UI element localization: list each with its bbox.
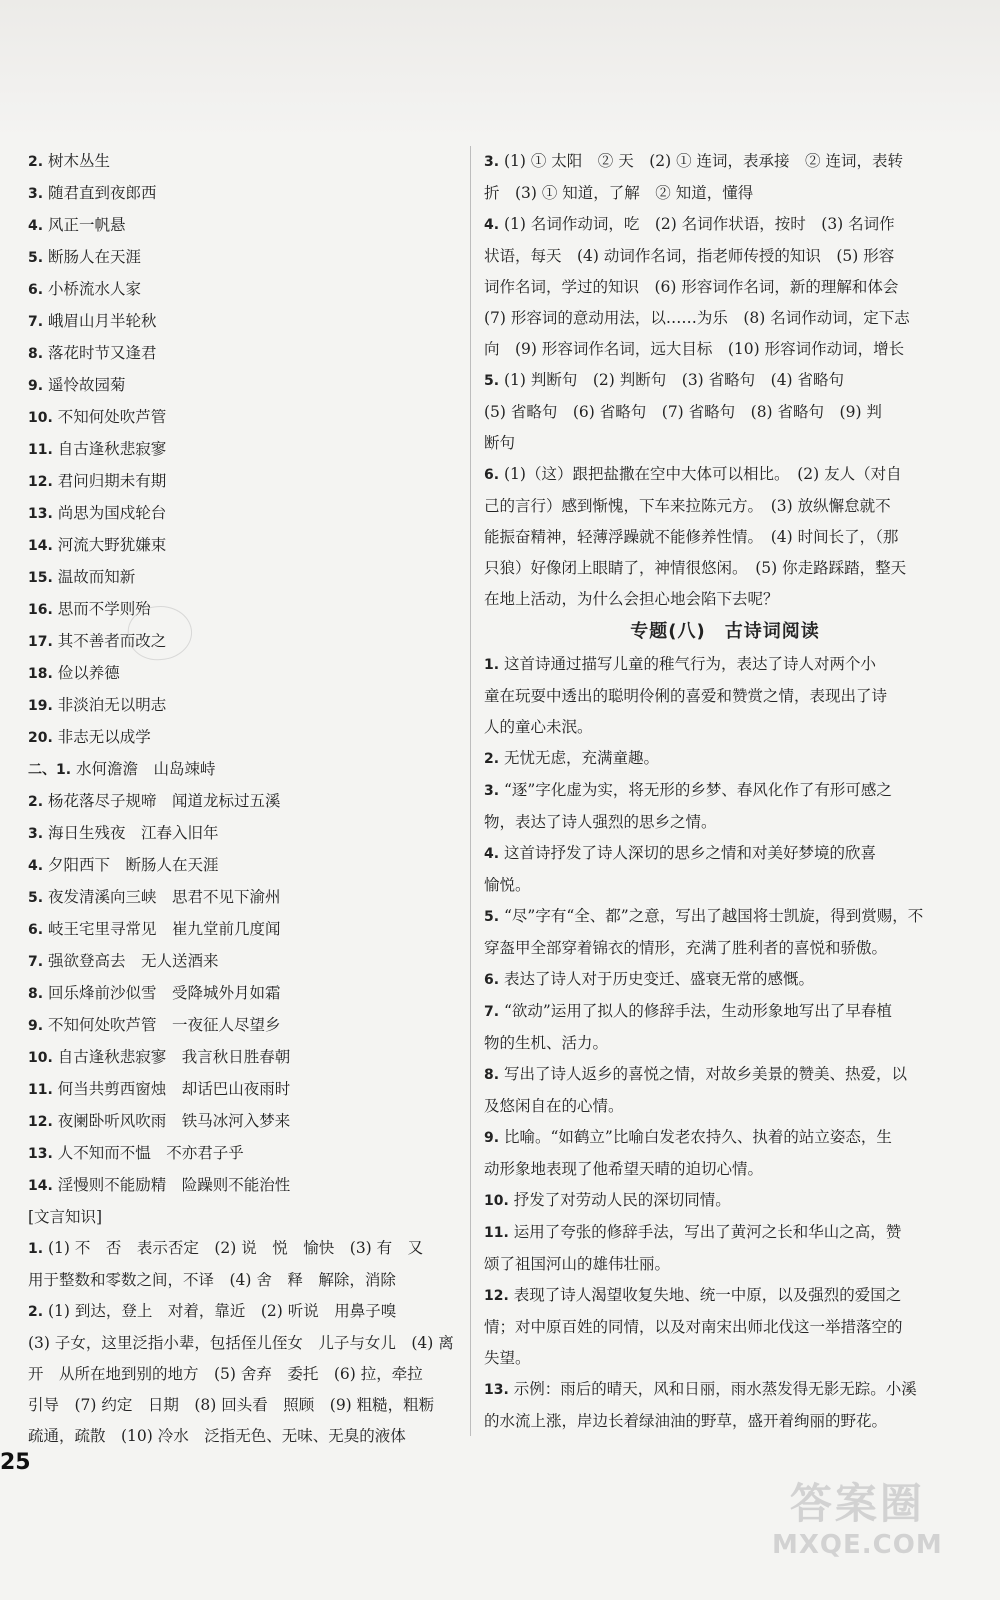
answer-line [484,870,966,901]
scan-header-band [0,0,1000,140]
answer-line [28,178,458,210]
answer-text: 断肠人在天涯 [48,248,142,266]
item-number: 4. [28,858,44,874]
answer-text: 只狼）好像闭上眼睛了，神情很悠闲。 (5) 你走路踩踏，整天 [484,559,907,577]
answer-line [484,178,966,209]
item-number: 12. [28,474,53,490]
answer-text: 温故而知新 [57,568,136,586]
answer-text: 己的言行）感到惭愧，下车来拉陈元方。 (3) 放纵懈怠就不 [484,497,891,515]
answer-text: (3) 子女，这里泛指小辈，包括侄儿侄女 儿子与女儿 (4) 离 [28,1334,454,1352]
answer-text: 断句 [484,434,516,452]
answer-text: 及悠闲自在的心情。 [484,1097,624,1115]
answer-line [28,1359,458,1390]
answer-line [484,1217,966,1249]
answer-line [484,996,966,1028]
answer-text: (1) 判断句 (2) 判断句 (3) 省略句 (4) 省略句 [504,371,845,389]
answer-line [28,722,458,754]
answer-text: 比喻。“如鹤立”比喻白发老农持久、执着的站立姿态，生 [504,1128,892,1146]
answer-text: 示例：雨后的晴天，风和日丽，雨水蒸发得无影无踪。小溪 [513,1380,917,1398]
answer-text: 这首诗抒发了诗人深切的思乡之情和对美好梦境的欣喜 [504,844,877,862]
answer-line [28,434,458,466]
answer-line [484,459,966,491]
answer-text: (5) 省略句 (6) 省略句 (7) 省略句 (8) 省略句 (9) 判 [484,403,882,421]
answer-text: (1)（这）跟把盐撒在空中大体可以相比。 (2) 友人（对自 [504,465,902,483]
item-number: 10. [484,1193,509,1209]
item-number: 二、1. [28,762,72,778]
answer-line [484,1249,966,1280]
answer-text: 何当共剪西窗烛 却话巴山夜雨时 [57,1080,291,1098]
answer-text: 表现了诗人渴望收复失地、统一中原，以及强烈的爱国之 [513,1286,902,1304]
item-number: 4. [484,217,500,233]
answer-line [28,850,458,882]
item-number: 12. [28,1114,53,1130]
item-number: 9. [28,378,44,394]
answer-text: 用于整数和零数之间，不译 (4) 舍 释 解除，消除 [28,1271,396,1289]
answer-text: 写出了诗人返乡的喜悦之情，对故乡美景的赞美、热爱，以 [504,1065,908,1083]
section-title: 专题(八) 古诗词阅读 [630,621,820,642]
watermark-cn: 答案圈 [789,1479,925,1528]
answer-text: 遥怜故园菊 [48,376,126,394]
item-number: 15. [28,570,53,586]
answer-line [484,1154,966,1185]
answer-text: 淫慢则不能励精 险躁则不能治性 [57,1176,291,1194]
item-number: 18. [28,666,53,682]
answer-text: 不知何处吹芦管 一夜征人尽望乡 [48,1016,281,1034]
right-top-answers [484,146,966,615]
answer-line [484,1122,966,1154]
answer-line [484,491,966,522]
answer-text: 水何澹澹 山岛竦峙 [76,760,216,778]
item-number: 2. [28,794,44,810]
answer-text: 颂了祖国河山的雄伟壮丽。 [484,1255,671,1273]
item-number: 8. [28,346,44,362]
answer-line [484,1280,966,1312]
answer-text: 君问归期未有期 [57,472,167,490]
answer-line [484,365,966,397]
answer-line [28,658,458,690]
answer-line [484,1185,966,1217]
answer-text: 的水流上涨，岸边长着绿油油的野草，盛开着绚丽的野花。 [484,1412,888,1430]
item-number: 5. [484,373,500,389]
item-number: 6. [484,467,500,483]
answer-text: 向 (9) 形容词作名词，远大目标 (10) 形容词作动词，增长 [484,340,905,358]
item-number: 10. [28,410,53,426]
column-divider [470,146,471,1436]
answer-text: 无忧无虑，充满童趣。 [504,749,660,767]
answer-text: 随君直到夜郎西 [48,184,157,202]
answer-line [28,1170,458,1202]
right-column [484,146,966,1437]
answer-line [28,306,458,338]
item-number: 11. [28,1082,53,1098]
answer-text: 峨眉山月半轮秋 [48,312,157,330]
item-number: 2. [484,751,500,767]
left-column [28,146,458,1452]
answer-line [28,1390,458,1421]
item-number: 3. [484,783,500,799]
item-number: 3. [484,154,500,170]
answer-text: 人的童心未泯。 [484,718,593,736]
answer-text: (1) 到达，登上 对着，靠近 (2) 听说 用鼻子嗅 [48,1302,397,1320]
answer-text: 尚思为国戍轮台 [57,504,167,522]
answer-line [28,146,458,178]
answer-line [28,274,458,306]
answer-line [484,712,966,743]
answer-line [484,649,966,681]
answer-text: 开 从所在地到别的地方 (5) 舍弃 委托 (6) 拉，牵拉 [28,1365,423,1383]
answer-line [28,594,458,626]
answer-text: “尽”字有“全、都”之意，写出了越国将士凯旋，得到赏赐，不 [504,907,924,925]
answer-text: “逐”字化虚为实，将无形的乡梦、春风化作了有形可感之 [504,781,892,799]
answer-line [484,428,966,459]
item-number: 5. [28,890,44,906]
item-number: 7. [484,1004,500,1020]
answer-text: 运用了夸张的修辞手法，写出了黄河之长和华山之高，赞 [513,1223,902,1241]
answer-line [28,1421,458,1452]
answer-line [484,553,966,584]
answer-text: 人不知而不愠 不亦君子乎 [57,1144,244,1162]
answer-text: 动形象地表现了他希望天晴的迫切心情。 [484,1160,764,1178]
answer-text: 物，表达了诗人强烈的思乡之情。 [484,813,717,831]
answer-line [28,1202,458,1233]
item-number: 13. [28,506,53,522]
answer-line [28,1106,458,1138]
answer-line [28,210,458,242]
answer-line [484,1374,966,1406]
answer-text: 自古逢秋悲寂寥 我言秋日胜春朝 [57,1048,291,1066]
answer-text: 强欲登高去 无人送酒来 [48,952,219,970]
item-number: 13. [28,1146,53,1162]
right-bottom-answers [484,649,966,1437]
page-number: 25 [0,1450,31,1475]
item-number: 14. [28,1178,53,1194]
item-number: 6. [484,972,500,988]
item-number: 11. [484,1225,509,1241]
item-number: 4. [484,846,500,862]
item-number: 11. [28,442,53,458]
answer-line [484,807,966,838]
answer-text: 不知何处吹芦管 [57,408,167,426]
answer-text: 小桥流水人家 [48,280,142,298]
answer-line [28,818,458,850]
item-number: 13. [484,1382,509,1398]
answer-line [484,1091,966,1122]
answer-line [484,743,966,775]
answer-line [484,838,966,870]
answer-line [28,786,458,818]
answer-text: (7) 形容词的意动用法，以……为乐 (8) 名词作动词，定下志 [484,309,910,327]
answer-line [484,681,966,712]
item-number: 2. [28,154,44,170]
answer-line [28,626,458,658]
answer-line [484,334,966,365]
item-number: 6. [28,282,44,298]
answer-text: 这首诗通过描写儿童的稚气行为，表达了诗人对两个小 [504,655,877,673]
answer-line [28,914,458,946]
answer-line [484,584,966,615]
answer-text: 表达了诗人对于历史变迁、盛衰无常的感慨。 [504,970,815,988]
answer-text: 词作名词，学过的知识 (6) 形容词作名词，新的理解和体会 [484,278,899,296]
answer-text: 引导 (7) 约定 日期 (8) 回头看 照顾 (9) 粗糙，粗粝 [28,1396,435,1414]
answer-line [28,338,458,370]
answer-text: 风正一帆悬 [48,216,126,234]
answer-text: (1) 名词作动词，吃 (2) 名词作状语，按时 (3) 名词作 [504,215,895,233]
watermark-logo [772,1478,943,1560]
answer-text: [文言知识] [28,1208,103,1226]
answer-text: 其不善者而改之 [57,632,167,650]
answer-text: 思而不学则殆 [57,600,151,618]
item-number: 8. [28,986,44,1002]
item-number: 1. [484,657,500,673]
answer-text: 穿盔甲全部穿着锦衣的情形，充满了胜利者的喜悦和骄傲。 [484,939,888,957]
item-number: 1. [28,1241,44,1257]
answer-text: 回乐烽前沙似雪 受降城外月如霜 [48,984,281,1002]
answer-line [28,242,458,274]
answer-text: 失望。 [484,1349,531,1367]
item-number: 4. [28,218,44,234]
answer-line [28,402,458,434]
answer-line [28,1010,458,1042]
item-number: 5. [28,250,44,266]
answer-line [28,1328,458,1359]
answer-text: 物的生机、活力。 [484,1034,609,1052]
answer-line [28,1233,458,1265]
answer-text: (1) 不 否 表示否定 (2) 说 悦 愉快 (3) 有 又 [48,1239,424,1257]
answer-text: 疏通，疏散 (10) 冷水 泛指无色、无味、无臭的液体 [28,1427,406,1445]
answer-text: “欲动”运用了拟人的修辞手法，生动形象地写出了早春植 [504,1002,892,1020]
item-number: 8. [484,1067,500,1083]
answer-line [28,1265,458,1296]
item-number: 2. [28,1304,44,1320]
answer-text: 夕阳西下 断肠人在天涯 [48,856,219,874]
answer-text: 愉悦。 [484,876,531,894]
answer-text: 夜发清溪向三峡 思君不见下渝州 [48,888,281,906]
answer-line [28,370,458,402]
answer-text: 自古逢秋悲寂寥 [57,440,167,458]
answer-line [28,1042,458,1074]
answer-text: 非淡泊无以明志 [57,696,167,714]
answer-line [28,1138,458,1170]
answer-line [28,530,458,562]
item-number: 3. [28,186,44,202]
answer-text: 童在玩耍中透出的聪明伶俐的喜爱和赞赏之情，表现出了诗 [484,687,888,705]
answer-text: 杨花落尽子规啼 闻道龙标过五溪 [48,792,281,810]
item-number: 19. [28,698,53,714]
answer-line [484,397,966,428]
answer-line [484,1028,966,1059]
answer-line [484,303,966,334]
answer-text: 在地上活动，为什么会担心地会陷下去呢？ [484,590,779,608]
answer-text: 情；对中原百姓的同情，以及对南宋出师北伐这一举措落空的 [484,1318,903,1336]
answer-line [28,498,458,530]
item-number: 6. [28,922,44,938]
answer-line [28,466,458,498]
answer-text: 海日生残夜 江春入旧年 [48,824,219,842]
answer-text: 非志无以成学 [57,728,151,746]
item-number: 7. [28,314,44,330]
answer-line [484,522,966,553]
answer-line [484,1312,966,1343]
item-number: 10. [28,1050,53,1066]
answer-line [28,882,458,914]
item-number: 20. [28,730,53,746]
answer-text: 河流大野犹嫌束 [57,536,167,554]
item-number: 9. [484,1130,500,1146]
answer-line [484,775,966,807]
item-number: 5. [484,909,500,925]
answer-line [28,978,458,1010]
answer-line [484,209,966,241]
answer-text: 折 (3) ① 知道，了解 ② 知道，懂得 [484,184,754,202]
answer-text: 夜阑卧听风吹雨 铁马冰河入梦来 [57,1112,291,1130]
answer-line [484,1059,966,1091]
answer-line [28,754,458,786]
answer-line [28,690,458,722]
answer-line [28,946,458,978]
item-number: 14. [28,538,53,554]
answer-line [484,933,966,964]
answer-text: 岐王宅里寻常见 崔九堂前几度闻 [48,920,281,938]
answer-line [28,1074,458,1106]
answer-text: 抒发了对劳动人民的深切同情。 [513,1191,731,1209]
answer-line [484,146,966,178]
answer-line [28,562,458,594]
answer-line [484,272,966,303]
answer-line [484,1343,966,1374]
answer-text: 俭以养德 [57,664,120,682]
answer-text: 状语，每天 (4) 动词作名词，指老师传授的知识 (5) 形容 [484,247,895,265]
item-number: 17. [28,634,53,650]
watermark-en: MXQE.COM [772,1530,943,1560]
answer-text: 能振奋精神，轻薄浮躁就不能修养性情。 (4) 时间长了，（那 [484,528,899,546]
item-number: 3. [28,826,44,842]
item-number: 16. [28,602,53,618]
answer-line [484,901,966,933]
answer-text: (1) ① 太阳 ② 天 (2) ① 连词，表承接 ② 连词，表转 [504,152,903,170]
answer-text: 树木丛生 [48,152,111,170]
item-number: 7. [28,954,44,970]
answer-line [484,241,966,272]
answer-line [28,1296,458,1328]
item-number: 12. [484,1288,509,1304]
answer-line [484,964,966,996]
answer-line [484,1406,966,1437]
answer-text: 落花时节又逢君 [48,344,157,362]
item-number: 9. [28,1018,44,1034]
